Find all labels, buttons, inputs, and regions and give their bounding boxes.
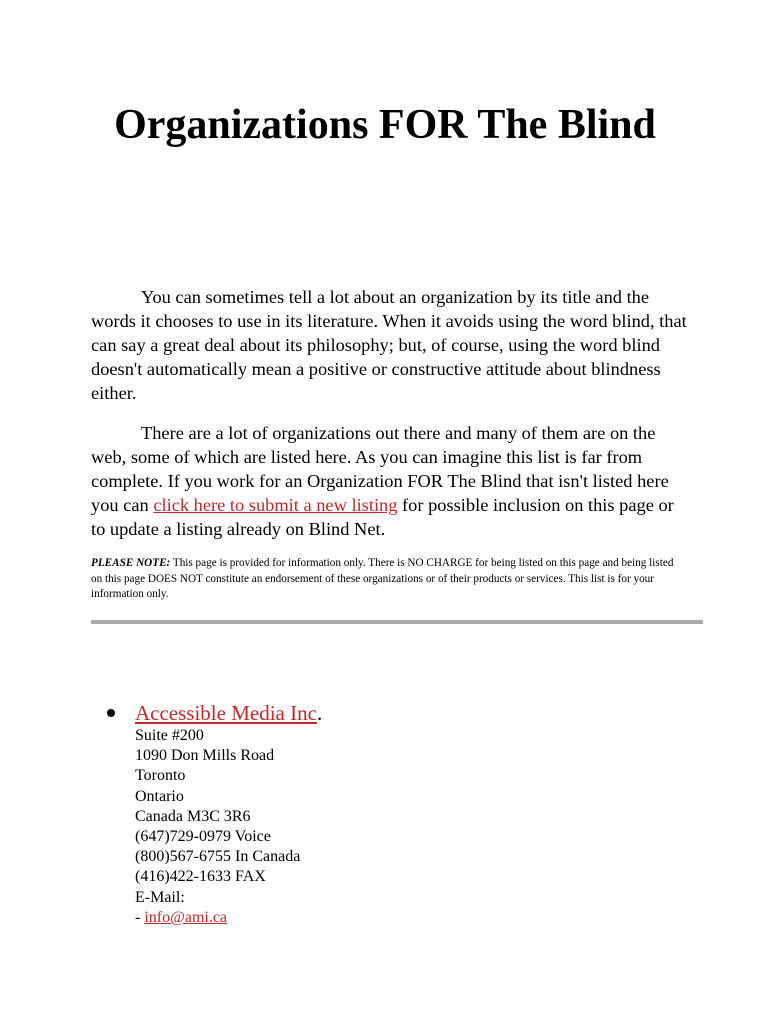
- address-line: Suite #200: [135, 727, 204, 744]
- intro-paragraph-2-text-start: There are a lot of organizations out there and many of them are on the web, some of which are listed here. As you can imagine this list is far from complete. If you work for an Organization FOR The Blind that isn't listed here you can: [91, 423, 669, 515]
- email-prefix: -: [135, 908, 145, 926]
- address-line: Toronto: [135, 767, 186, 785]
- address-block: [135, 726, 635, 928]
- bullet-icon: [107, 709, 115, 717]
- email-label: E-Mail:: [135, 888, 185, 906]
- address-line: Canada M3C 3R6: [135, 807, 251, 825]
- phone-voice: (647)729-0979 Voice: [135, 828, 271, 846]
- note-label: PLEASE NOTE:: [91, 557, 171, 569]
- phone-fax: (416)422-1633 FAX: [135, 868, 266, 886]
- phone-canada: (800)567-6755 In Canada: [135, 848, 301, 866]
- horizontal-divider: [91, 620, 703, 624]
- address-line: 1090 Don Mills Road: [135, 747, 275, 765]
- intro-paragraph-1: You can sometimes tell a lot about an organization by its title and the words it chooses to use in its literature. When it avoids using the word blind, that can say a great deal about its philosophy; but, of course, using the word blind doesn't automatically mean a positive or constructive attitude about blindness either.: [91, 287, 687, 403]
- email-link[interactable]: info@ami.ca: [144, 908, 228, 926]
- intro-paragraph-2: [91, 421, 691, 541]
- organization-name-suffix: .: [316, 701, 323, 725]
- list-item: [135, 700, 635, 928]
- note-text: This page is provided for information only. There is NO CHARGE for being listed on this page and being listed on this page DOES NOT constitute an endorsement of these organizations or of their products or services. This list is for your information only.: [91, 557, 674, 600]
- email-line: [135, 908, 635, 928]
- disclaimer-note: [91, 556, 687, 603]
- address-line: Ontario: [135, 787, 184, 805]
- submit-listing-link[interactable]: click here to submit a new listing: [153, 495, 398, 515]
- page-title: Organizations FOR The Blind: [114, 102, 656, 148]
- intro-paragraph-2-text-end: for possible inclusion on this page or to update a listing already on Blind Net.: [91, 495, 674, 539]
- organization-name-link[interactable]: Accessible Media Inc: [135, 701, 317, 725]
- listing-name-row: [135, 700, 635, 726]
